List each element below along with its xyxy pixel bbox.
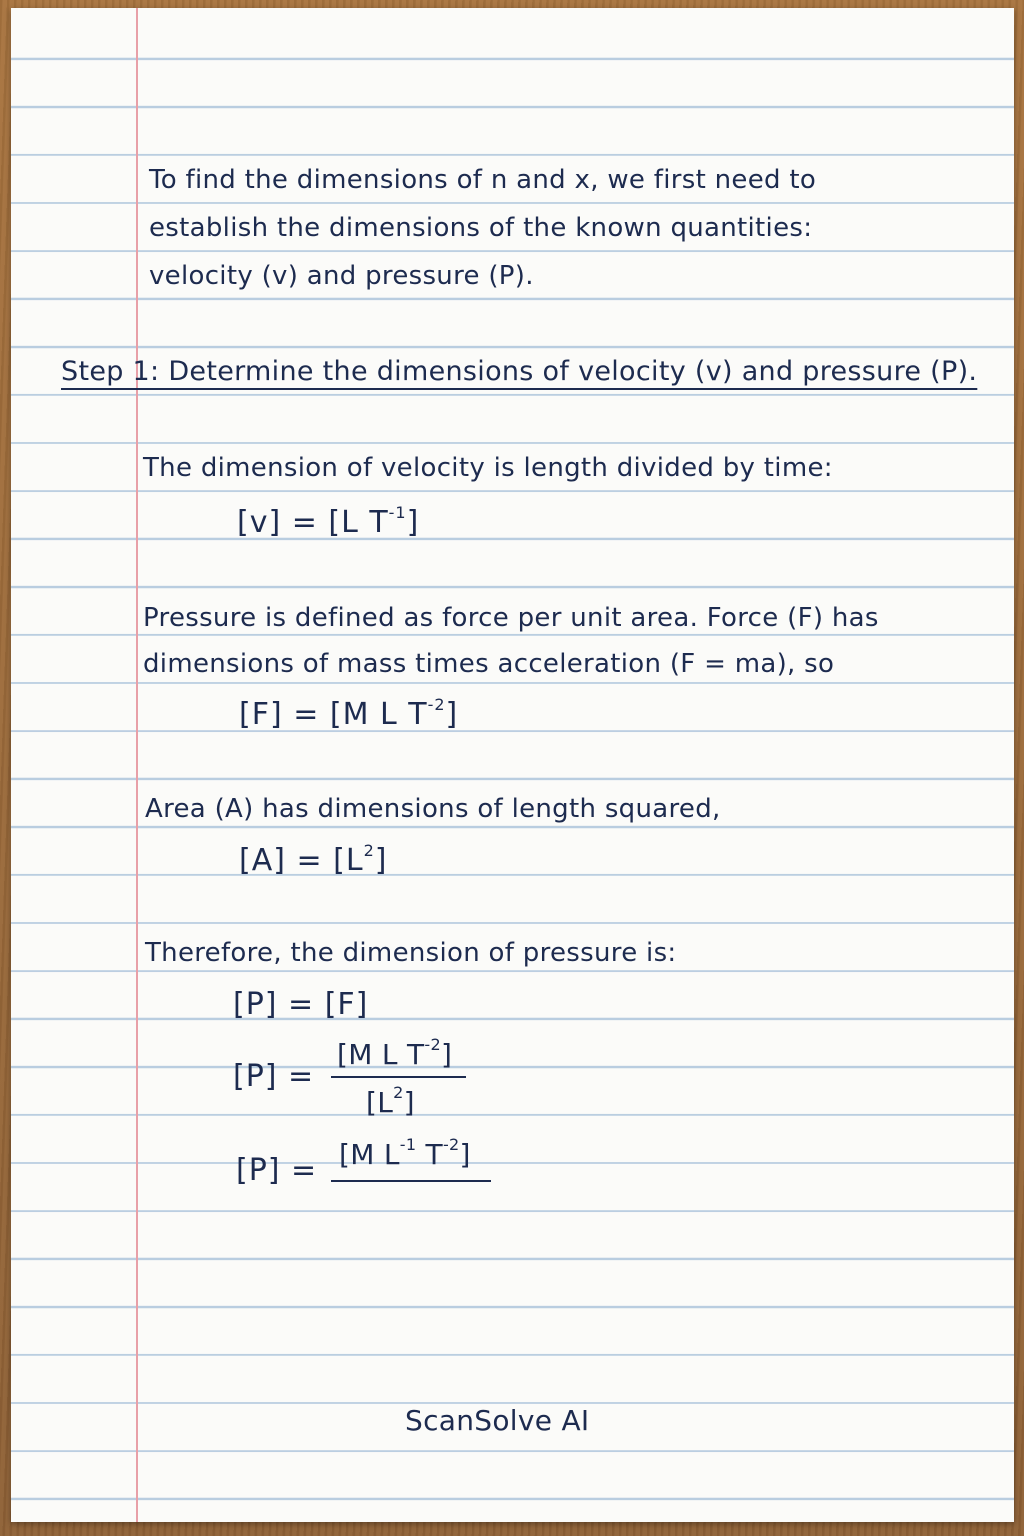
area-eq-end: ] <box>374 843 388 878</box>
force-line-1: Pressure is defined as force per unit area. Force (F) has <box>143 603 879 633</box>
eq3-num-end: ] <box>459 1138 471 1171</box>
force-eq-exponent: -2 <box>427 695 446 714</box>
eq2-num-end: ] <box>440 1038 453 1071</box>
pressure-text: Therefore, the dimension of pressure is: <box>145 938 677 968</box>
footer-brand: ScanSolve AI <box>405 1404 590 1437</box>
intro-line-2: establish the dimensions of the known quantities: <box>149 213 813 243</box>
eq3-num-exponent-1: -1 <box>399 1135 417 1154</box>
area-text: Area (A) has dimensions of length squared, <box>145 794 721 824</box>
margin-line <box>136 8 138 1522</box>
pressure-eq-3-lhs: [P] = <box>236 1153 318 1188</box>
force-line-2: dimensions of mass times acceleration (F = ma), so <box>143 649 835 679</box>
eq2-num-main: [M L T <box>337 1038 425 1071</box>
eq3-num-b: T <box>416 1138 443 1171</box>
eq3-num-exponent-2: -2 <box>442 1135 460 1154</box>
force-eq-end: ] <box>445 697 459 732</box>
eq2-den-main: [L <box>366 1086 394 1119</box>
pressure-eq-2-fraction-bar <box>331 1076 466 1078</box>
force-equation <box>239 697 458 732</box>
area-eq-main: [A] = [L <box>239 843 364 878</box>
force-eq-main: [F] = [M L T <box>239 697 428 732</box>
velocity-text: The dimension of velocity is length divided by time: <box>143 453 833 483</box>
pressure-eq-2-denominator <box>366 1083 415 1119</box>
velocity-eq-end: ] <box>406 505 420 540</box>
pressure-eq-3-numerator <box>339 1135 471 1171</box>
intro-line-3: velocity (v) and pressure (P). <box>149 261 534 291</box>
step-1-heading: Step 1: Determine the dimensions of velocity (v) and pressure (P). <box>61 356 978 387</box>
eq2-den-end: ] <box>403 1086 415 1119</box>
eq2-num-exponent: -2 <box>424 1035 441 1054</box>
eq3-num-a: [M L <box>339 1138 400 1171</box>
pressure-eq-3-fraction-bar <box>331 1180 491 1182</box>
pressure-eq-1: [P] = [F] <box>233 987 369 1022</box>
area-equation <box>239 843 387 878</box>
pressure-eq-2-numerator <box>337 1035 453 1071</box>
intro-line-1: To find the dimensions of n and x, we first need to <box>149 165 817 195</box>
area-eq-exponent: 2 <box>363 841 375 860</box>
eq2-den-exponent: 2 <box>393 1083 404 1102</box>
velocity-eq-main: [v] = [L T <box>237 505 389 540</box>
notebook-paper <box>11 8 1014 1522</box>
pressure-eq-2-lhs: [P] = <box>233 1059 315 1094</box>
velocity-equation <box>237 505 419 540</box>
velocity-eq-exponent: -1 <box>388 503 407 522</box>
